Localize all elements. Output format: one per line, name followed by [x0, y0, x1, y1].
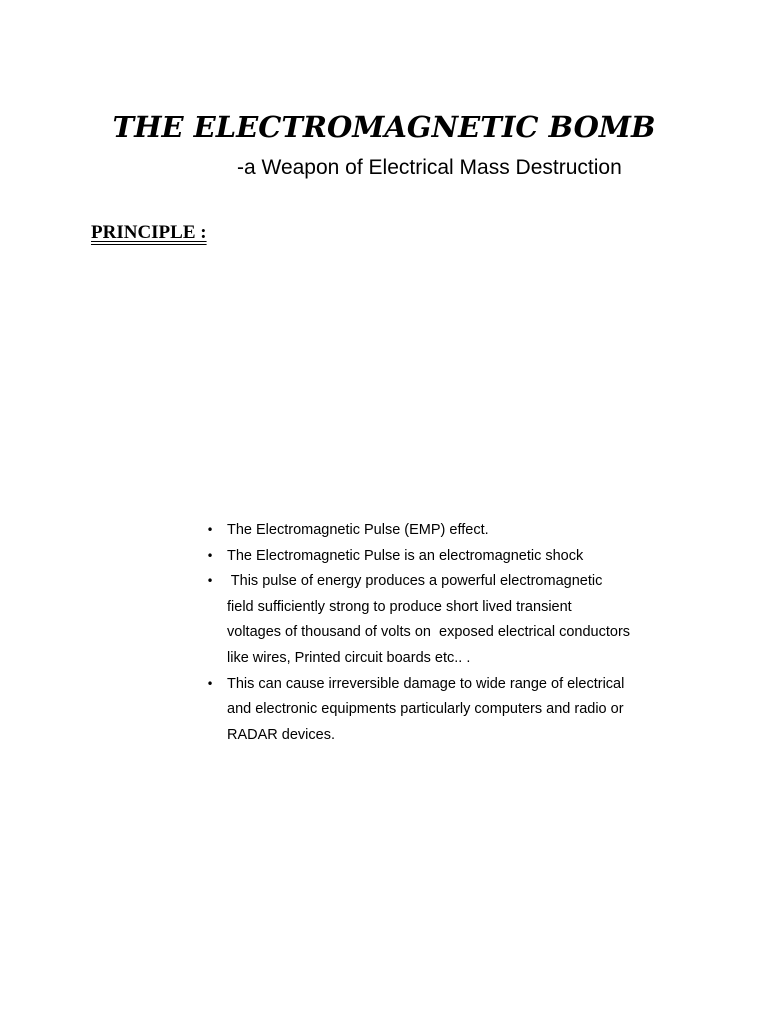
principle-bullet-list: [200, 518, 700, 748]
section-heading-principle: PRINCIPLE :: [91, 222, 207, 243]
document-title: THE ELECTROMAGNETIC BOMB: [112, 110, 656, 144]
bullet-item: [200, 672, 700, 749]
bullet-text-line: This pulse of energy produces a powerful electromagnetic: [227, 573, 603, 590]
bullet-item: [200, 569, 700, 671]
bullet-dot-icon: •: [206, 574, 214, 589]
bullet-dot-icon: •: [206, 523, 214, 537]
bullet-item: [200, 518, 700, 544]
bullet-text-line: field sufficiently strong to produce short lived transient: [227, 598, 572, 615]
document-subtitle: -a Weapon of Electrical Mass Destruction: [237, 156, 622, 179]
bullet-dot-icon: •: [206, 548, 214, 563]
bullet-text-line: RADAR devices.: [227, 726, 335, 743]
bullet-text-line: voltages of thousand of volts on exposed electrical conductors: [227, 624, 631, 641]
bullet-item: [200, 544, 700, 570]
bullet-text-line: and electronic equipments particularly computers and radio or: [227, 701, 624, 718]
bullet-text-line: The Electromagnetic Pulse is an electromagnetic shock: [227, 547, 584, 564]
bullet-dot-icon: •: [206, 676, 214, 691]
bullet-text-line: like wires, Printed circuit boards etc.. .: [227, 649, 471, 666]
bullet-text-line: This can cause irreversible damage to wide range of electrical: [227, 675, 625, 692]
bullet-text-line: The Electromagnetic Pulse (EMP) effect.: [227, 522, 489, 538]
